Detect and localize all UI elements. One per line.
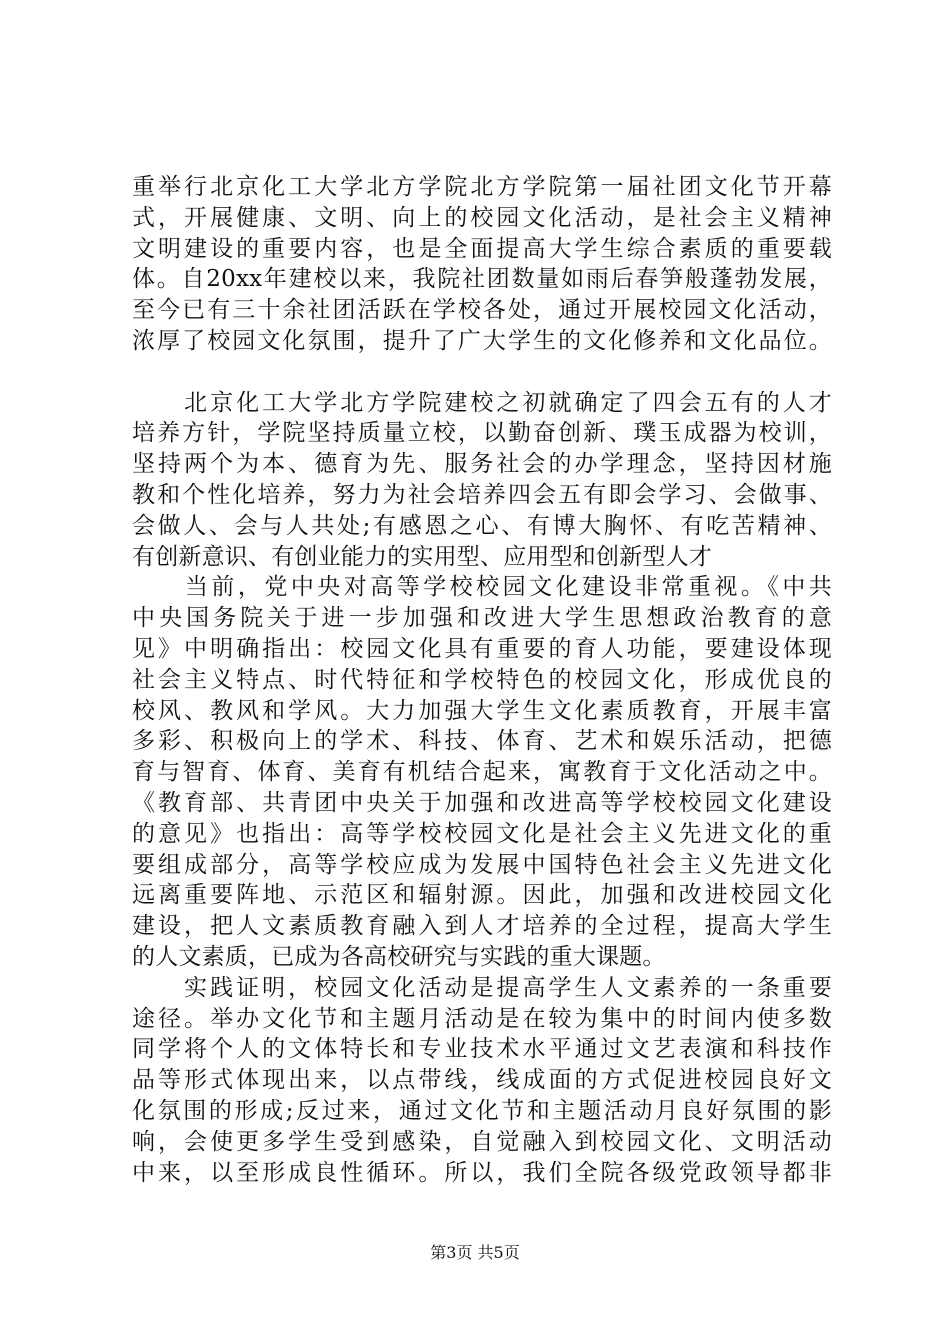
paragraph-1 [132,172,832,357]
text-line: 的意见》也指出：高等学校校园文化是社会主义先进文化的重 [132,820,832,847]
text-line: 见》中明确指出：校园文化具有重要的育人功能，要建设体现 [132,635,832,662]
text-line: 响，会使更多学生受到感染，自觉融入到校园文化、文明活动 [132,1128,832,1155]
text-line: 实践证明，校园文化活动是提高学生人文素养的一条重要 [132,974,832,1001]
text-line: 中央国务院关于进一步加强和改进大学生思想政治教育的意 [132,605,832,632]
text-line: 坚持两个为本、德育为先、服务社会的办学理念，坚持因材施 [132,451,832,478]
text-line: 培养方针，学院坚持质量立校，以勤奋创新、璞玉成器为校训， [132,420,832,447]
text-line: 远离重要阵地、示范区和辐射源。因此，加强和改进校园文化 [132,882,832,909]
text-line: 品等形式体现出来，以点带线，线成面的方式促进校园良好文 [132,1067,832,1094]
text-line: 多彩、积极向上的学术、科技、体育、艺术和娱乐活动，把德 [132,728,832,755]
text-line: 校风、教风和学风。大力加强大学生文化素质教育，开展丰富 [132,697,832,724]
text-line: 文明建设的重要内容，也是全面提高大学生综合素质的重要载 [132,235,832,262]
text-line: 建设，把人文素质教育融入到人才培养的全过程，提高大学生 [132,913,832,940]
text-line: 重举行北京化工大学北方学院北方学院第一届社团文化节开幕 [132,174,832,200]
paragraph-gap [132,357,832,388]
paragraph-3 [132,572,832,972]
text-line: 要组成部分，高等学校应成为发展中国特色社会主义先进文化 [132,851,832,878]
text-line: 会做人、会与人共处;有感恩之心、有博大胸怀、有吃苦精神、 [132,512,832,539]
text-line: 同学将个人的文体特长和专业技术水平通过文艺表演和科技作 [132,1036,832,1063]
text-line: 浓厚了校园文化氛围，提升了广大学生的文化修养和文化品位。 [132,327,832,354]
paragraph-2 [132,388,832,573]
text-line: 至今已有三十余社团活跃在学校各处，通过开展校园文化活动， [132,297,832,324]
text-line: 教和个性化培养，努力为社会培养四会五有即会学习、会做事、 [132,481,832,508]
text-line: 途径。举办文化节和主题月活动是在较为集中的时间内使多数 [132,1005,832,1032]
text-line: 社会主义特点、时代特征和学校特色的校园文化，形成优良的 [132,666,832,693]
text-line: 式，开展健康、文明、向上的校园文化活动，是社会主义精神 [132,204,832,231]
paragraph-4 [132,973,832,1189]
text-line: 《教育部、共青团中央关于加强和改进高等学校校园文化建设 [132,789,832,816]
text-line: 的人文素质，已成为各高校研究与实践的重大课题。 [132,943,666,970]
text-line: 中来，以至形成良性循环。所以，我们全院各级党政领导都非 [132,1159,832,1186]
document-body [132,172,832,1188]
text-line: 体。自20xx年建校以来，我院社团数量如雨后春笋般蓬勃发展， [132,266,832,293]
text-line: 化氛围的形成;反过来，通过文化节和主题活动月良好氛围的影 [132,1097,832,1124]
text-line: 当前，党中央对高等学校校园文化建设非常重视。《中共 [132,574,832,601]
text-line: 北京化工大学北方学院建校之初就确定了四会五有的人才 [132,389,832,416]
text-line: 有创新意识、有创业能力的实用型、应用型和创新型人才 [132,543,712,570]
page-number-footer: 第3页 共5页 [430,1243,520,1262]
text-line: 育与智育、体育、美育有机结合起来，寓教育于文化活动之中。 [132,759,832,786]
